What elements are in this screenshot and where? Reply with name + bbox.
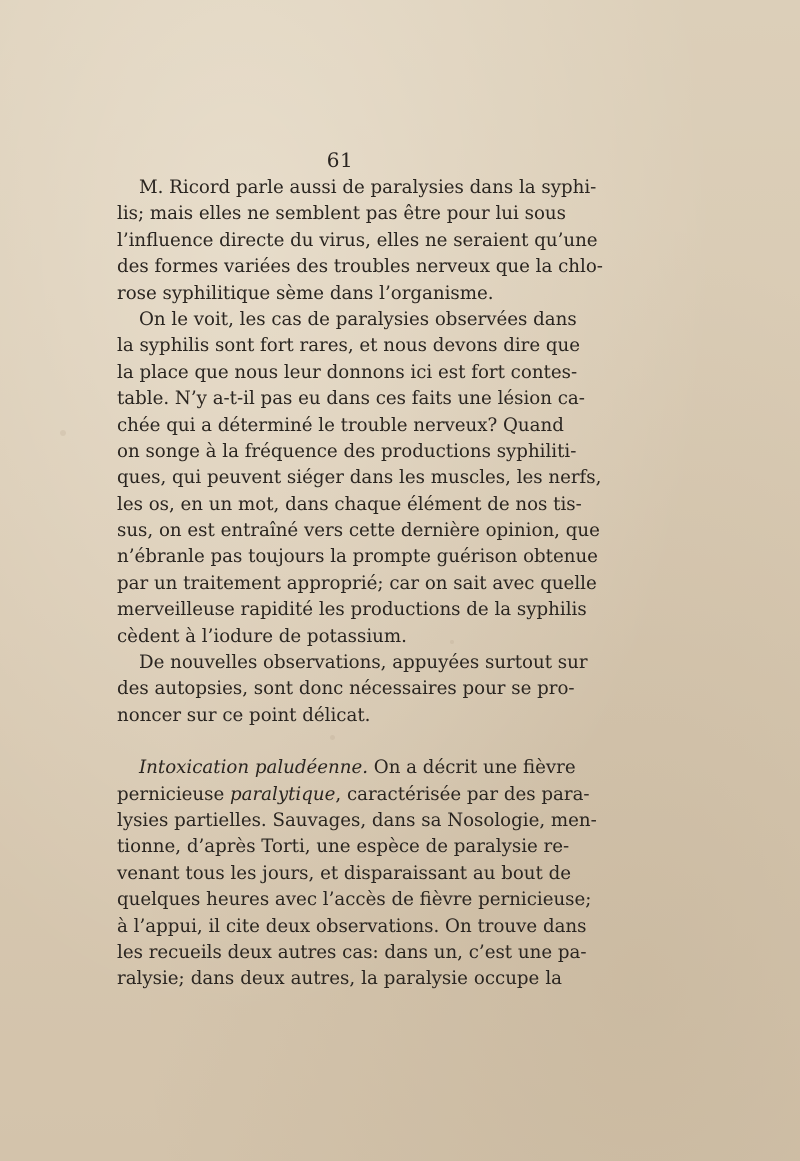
text-line: venant tous les jours, et disparaissant au bout de (117, 862, 572, 884)
text-line: tionne, d’après Torti, une espèce de paralysie re- (117, 836, 570, 858)
text-line: on songe à la fréquence des productions syphiliti- (117, 440, 577, 462)
text-line: par un traitement approprié; car on sait avec quelle (117, 572, 597, 594)
text-line: sus, on est entraîné vers cette dernière opinion, que (117, 520, 600, 542)
text-line: à l’appui, il cite deux observations. On trouve dans (117, 915, 587, 937)
text-line: n’ébranle pas toujours la prompte guérison obtenue (117, 546, 598, 568)
text-fragment: On a décrit une fièvre (368, 757, 576, 779)
text-line: rose syphilitique sème dans l’organisme. (117, 282, 494, 304)
text-line: merveilleuse rapidité les productions de la syphilis (117, 599, 587, 621)
text-line: lysies partielles. Sauvages, dans sa Nosologie, men- (117, 809, 597, 831)
text-line: On le voit, les cas de paralysies observées dans (139, 308, 577, 330)
text-line: l’influence directe du virus, elles ne seraient qu’une (117, 229, 598, 251)
text-line: la syphilis sont fort rares, et nous devons dire que (117, 335, 581, 357)
text-line: les os, en un mot, dans chaque élément de nos tis- (117, 493, 582, 515)
text-line: les recueils deux autres cas: dans un, c’est une pa- (117, 941, 587, 963)
text-line: ques, qui peuvent siéger dans les muscles, les nerfs, (117, 467, 602, 489)
text-line (117, 782, 590, 808)
page-number: 61 (326, 148, 354, 172)
text-line: table. N’y a-t-il pas eu dans ces faits une lésion ca- (117, 388, 585, 410)
text-line: chée qui a déterminé le trouble nerveux? Quand (117, 414, 564, 436)
text-line: des autopsies, sont donc nécessaires pour se pro- (117, 678, 575, 700)
italic-term: paralytique (230, 783, 336, 805)
text-line (117, 755, 576, 781)
text-fragment: , caractérisée par des para- (335, 783, 590, 805)
body-text (117, 175, 603, 993)
text-line: ralysie; dans deux autres, la paralysie occupe la (117, 968, 562, 990)
text-line: cèdent à l’iodure de potassium. (117, 625, 407, 647)
text-line: lis; mais elles ne semblent pas être pour lui sous (117, 203, 566, 225)
text-line: quelques heures avec l’accès de fièvre pernicieuse; (117, 889, 592, 911)
section-gap (117, 729, 562, 755)
text-line: M. Ricord parle aussi de paralysies dans la syphi- (139, 177, 597, 198)
text-line: De nouvelles observations, appuyées surtout sur (139, 652, 588, 674)
paper-speck (60, 430, 66, 436)
text-line: des formes variées des troubles nerveux que la chlo- (117, 256, 603, 278)
text-fragment: pernicieuse (117, 783, 230, 805)
text-line: noncer sur ce point délicat. (117, 704, 371, 726)
section-heading: Intoxication paludéenne. (139, 757, 368, 779)
text-line: la place que nous leur donnons ici est fort contes- (117, 361, 578, 383)
